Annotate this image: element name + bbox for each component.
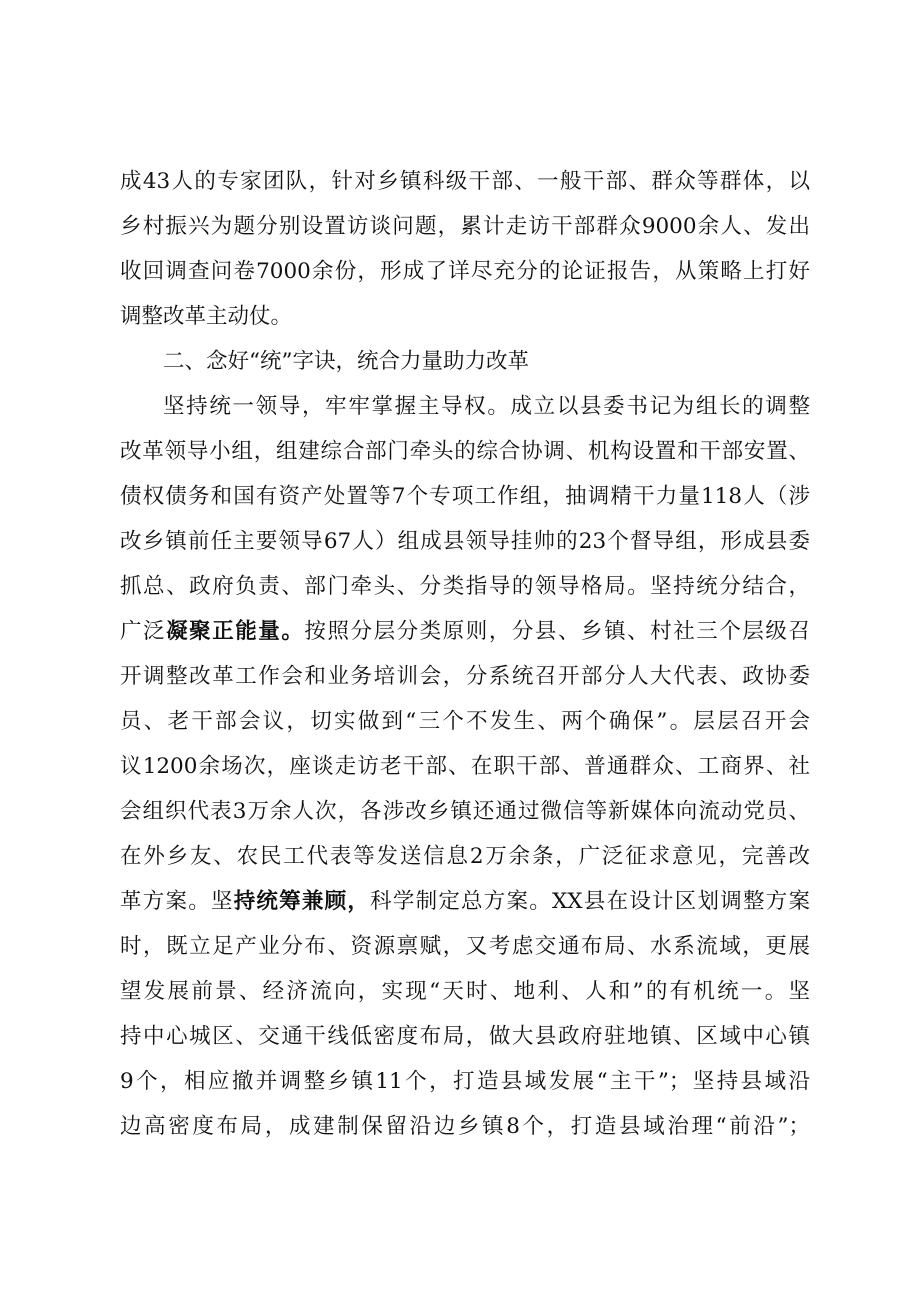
paragraph-2-line-9: 议1200余场次，座谈走访老干部、在职干部、普通群众、工商界、社 — [120, 754, 810, 779]
line-12-text-a: 革方案。坚 — [120, 889, 234, 914]
paragraph-2-line-5: 抓总、政府负责、部门牵头、分类指导的领导格局。坚持统分结合， — [120, 574, 810, 599]
line-6-text-a: 广泛 — [120, 619, 167, 644]
paragraph-2-line-6 — [120, 609, 810, 654]
paragraph-1-line-4: 调整改革主动仗。 — [120, 304, 293, 329]
paragraph-2-line-17: 边高密度布局，成建制保留沿边乡镇8个，打造县域治理“前沿”； — [120, 1114, 810, 1139]
paragraph-1-line-1: 成43人的专家团队，针对乡镇科级干部、一般干部、群众等群体，以 — [120, 169, 810, 194]
paragraph-2-line-4: 改乡镇前任主要领导67人）组成县领导挂帅的23个督导组，形成县委 — [120, 529, 810, 554]
paragraph-2-line-13: 时，既立足产业分布、资源禀赋，又考虑交通布局、水系流域，更展 — [120, 934, 810, 959]
paragraph-2-line-7: 开调整改革工作会和业务培训会，分系统召开部分人大代表、政协委 — [120, 664, 810, 689]
paragraph-2-line-2: 改革领导小组，组建综合部门牵头的综合协调、机构设置和干部安置、 — [120, 439, 810, 464]
paragraph-2-line-1: 坚持统一领导，牢牢掌握主导权。成立以县委书记为组长的调整 — [163, 394, 810, 419]
document-body — [120, 159, 810, 1149]
paragraph-2-line-14: 望发展前景、经济流向，实现“天时、地利、人和”的有机统一。坚 — [120, 979, 810, 1004]
paragraph-2-line-16: 9个，相应撤并调整乡镇11个，打造县域发展“主干”；坚持县域沿 — [120, 1069, 810, 1094]
paragraph-2-line-15: 持中心城区、交通干线低密度布局，做大县政府驻地镇、区域中心镇 — [120, 1024, 810, 1049]
paragraph-1-line-2: 乡村振兴为题分别设置访谈问题，累计走访干部群众9000余人、发出 — [120, 214, 810, 239]
paragraph-2-line-12 — [120, 879, 810, 924]
bold-phrase-overall-planning: 持统筹兼顾， — [233, 889, 371, 914]
paragraph-2-line-8: 员、老干部会议，切实做到“三个不发生、两个确保”。层层召开会 — [120, 709, 810, 734]
line-6-text-b: 按照分层分类原则，分县、乡镇、村社三个层级召 — [304, 619, 810, 644]
paragraph-2-line-11: 在外乡友、农民工代表等发送信息2万余条，广泛征求意见，完善改 — [120, 844, 810, 869]
bold-phrase-positive-energy: 凝聚正能量。 — [166, 619, 305, 644]
paragraph-1-line-3: 收回调查问卷7000余份，形成了详尽充分的论证报告，从策略上打好 — [120, 259, 810, 284]
paragraph-2-line-3: 债权债务和国有资产处置等7个专项工作组，抽调精干力量118人（涉 — [120, 484, 810, 509]
paragraph-2-line-10: 会组织代表3万余人次，各涉改乡镇还通过微信等新媒体向流动党员、 — [120, 799, 810, 824]
line-12-text-b: 科学制定总方案。XX县在设计区划调整方案 — [370, 889, 810, 914]
section-heading: 二、念好“统”字诀，统合力量助力改革 — [163, 349, 529, 374]
